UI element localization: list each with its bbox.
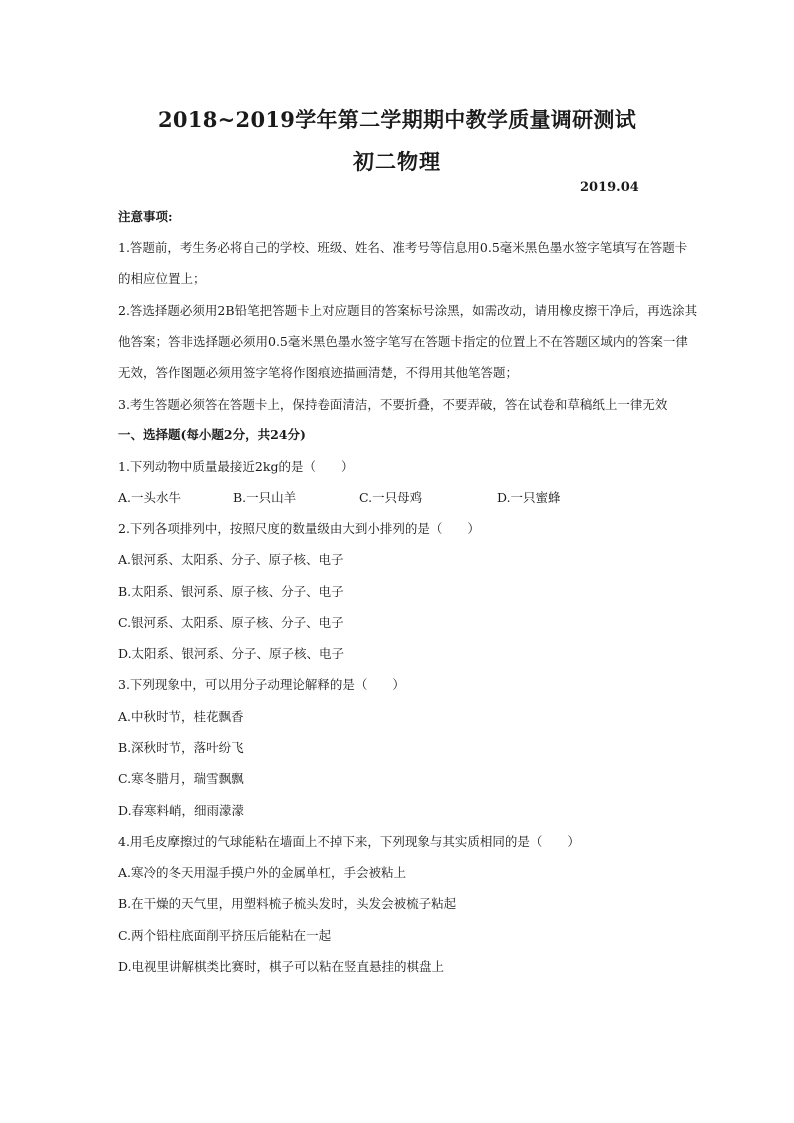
- question-option: D.一只蜜蜂: [497, 490, 561, 505]
- question-stem: 3.下列现象中，可以用分子动理论解释的是（ ）: [118, 677, 405, 692]
- question-option: B.在干燥的天气里，用塑料梳子梳头发时，头发会被梳子粘起: [118, 896, 457, 911]
- notice-line: 1.答题前，考生务必将自己的学校、班级、姓名、准考号等信息用0.5毫米黑色墨水签字笔填写在答题卡: [118, 240, 688, 255]
- section-heading: 一、选择题(每小题2分，共24分): [118, 427, 306, 442]
- exam-subject: 初二物理: [353, 149, 441, 174]
- question-stem: 4.用毛皮摩擦过的气球能粘在墙面上不掉下来，下列现象与其实质相同的是（ ）: [118, 834, 580, 849]
- question-option: D.太阳系、银河系、分子、原子核、电子: [118, 646, 345, 661]
- question-option: C.银河系、太阳系、原子核、分子、电子: [118, 615, 344, 630]
- question-stem: 2.下列各项排列中，按照尺度的数量级由大到小排列的是（ ）: [118, 521, 480, 536]
- notice-line: 无效，答作图题必须用签字笔将作图痕迹描画清楚，不得用其他笔答题；: [118, 365, 519, 380]
- question-option: A.中秋时节，桂花飘香: [118, 709, 244, 724]
- notice-line: 3.考生答题必须答在答题卡上，保持卷面清洁，不要折叠，不要弄破，答在试卷和草稿纸上一律无效: [118, 397, 668, 412]
- question-option: D.春寒料峭，细雨濛濛: [118, 803, 245, 818]
- question-option: B.太阳系、银河系、原子核、分子、电子: [118, 584, 344, 599]
- question-option: C.一只母鸡: [359, 490, 423, 505]
- question-option: A.寒冷的冬天用湿手摸户外的金属单杠，手会被粘上: [118, 865, 407, 880]
- question-option: B.深秋时节，落叶纷飞: [118, 740, 244, 755]
- notice-line: 他答案；答非选择题必须用0.5毫米黑色墨水签字笔写在答题卡指定的位置上不在答题区域内的答案一律: [118, 334, 688, 349]
- question-option: B.一只山羊: [233, 490, 297, 505]
- exam-title: 2018~2019学年第二学期期中教学质量调研测试: [158, 107, 636, 132]
- question-option: C.两个铅柱底面削平挤压后能粘在一起: [118, 928, 332, 943]
- notice-line: 2.答选择题必须用2B铅笔把答题卡上对应题目的答案标号涂黑，如需改动，请用橡皮擦干净后，再选涂其: [118, 303, 698, 318]
- question-option: A.银河系、太阳系、分子、原子核、电子: [118, 552, 344, 567]
- question-stem: 1.下列动物中质量最接近2kg的是（ ）: [118, 459, 354, 474]
- question-option: A.一头水牛: [118, 490, 182, 505]
- notice-line: 的相应位置上；: [118, 271, 206, 286]
- notice-heading: 注意事项:: [118, 209, 173, 224]
- exam-date: 2019.04: [580, 180, 639, 195]
- question-option: D.电视里讲解棋类比赛时，棋子可以粘在竖直悬挂的棋盘上: [118, 959, 445, 974]
- question-option: C.寒冬腊月，瑞雪飘飘: [118, 771, 244, 786]
